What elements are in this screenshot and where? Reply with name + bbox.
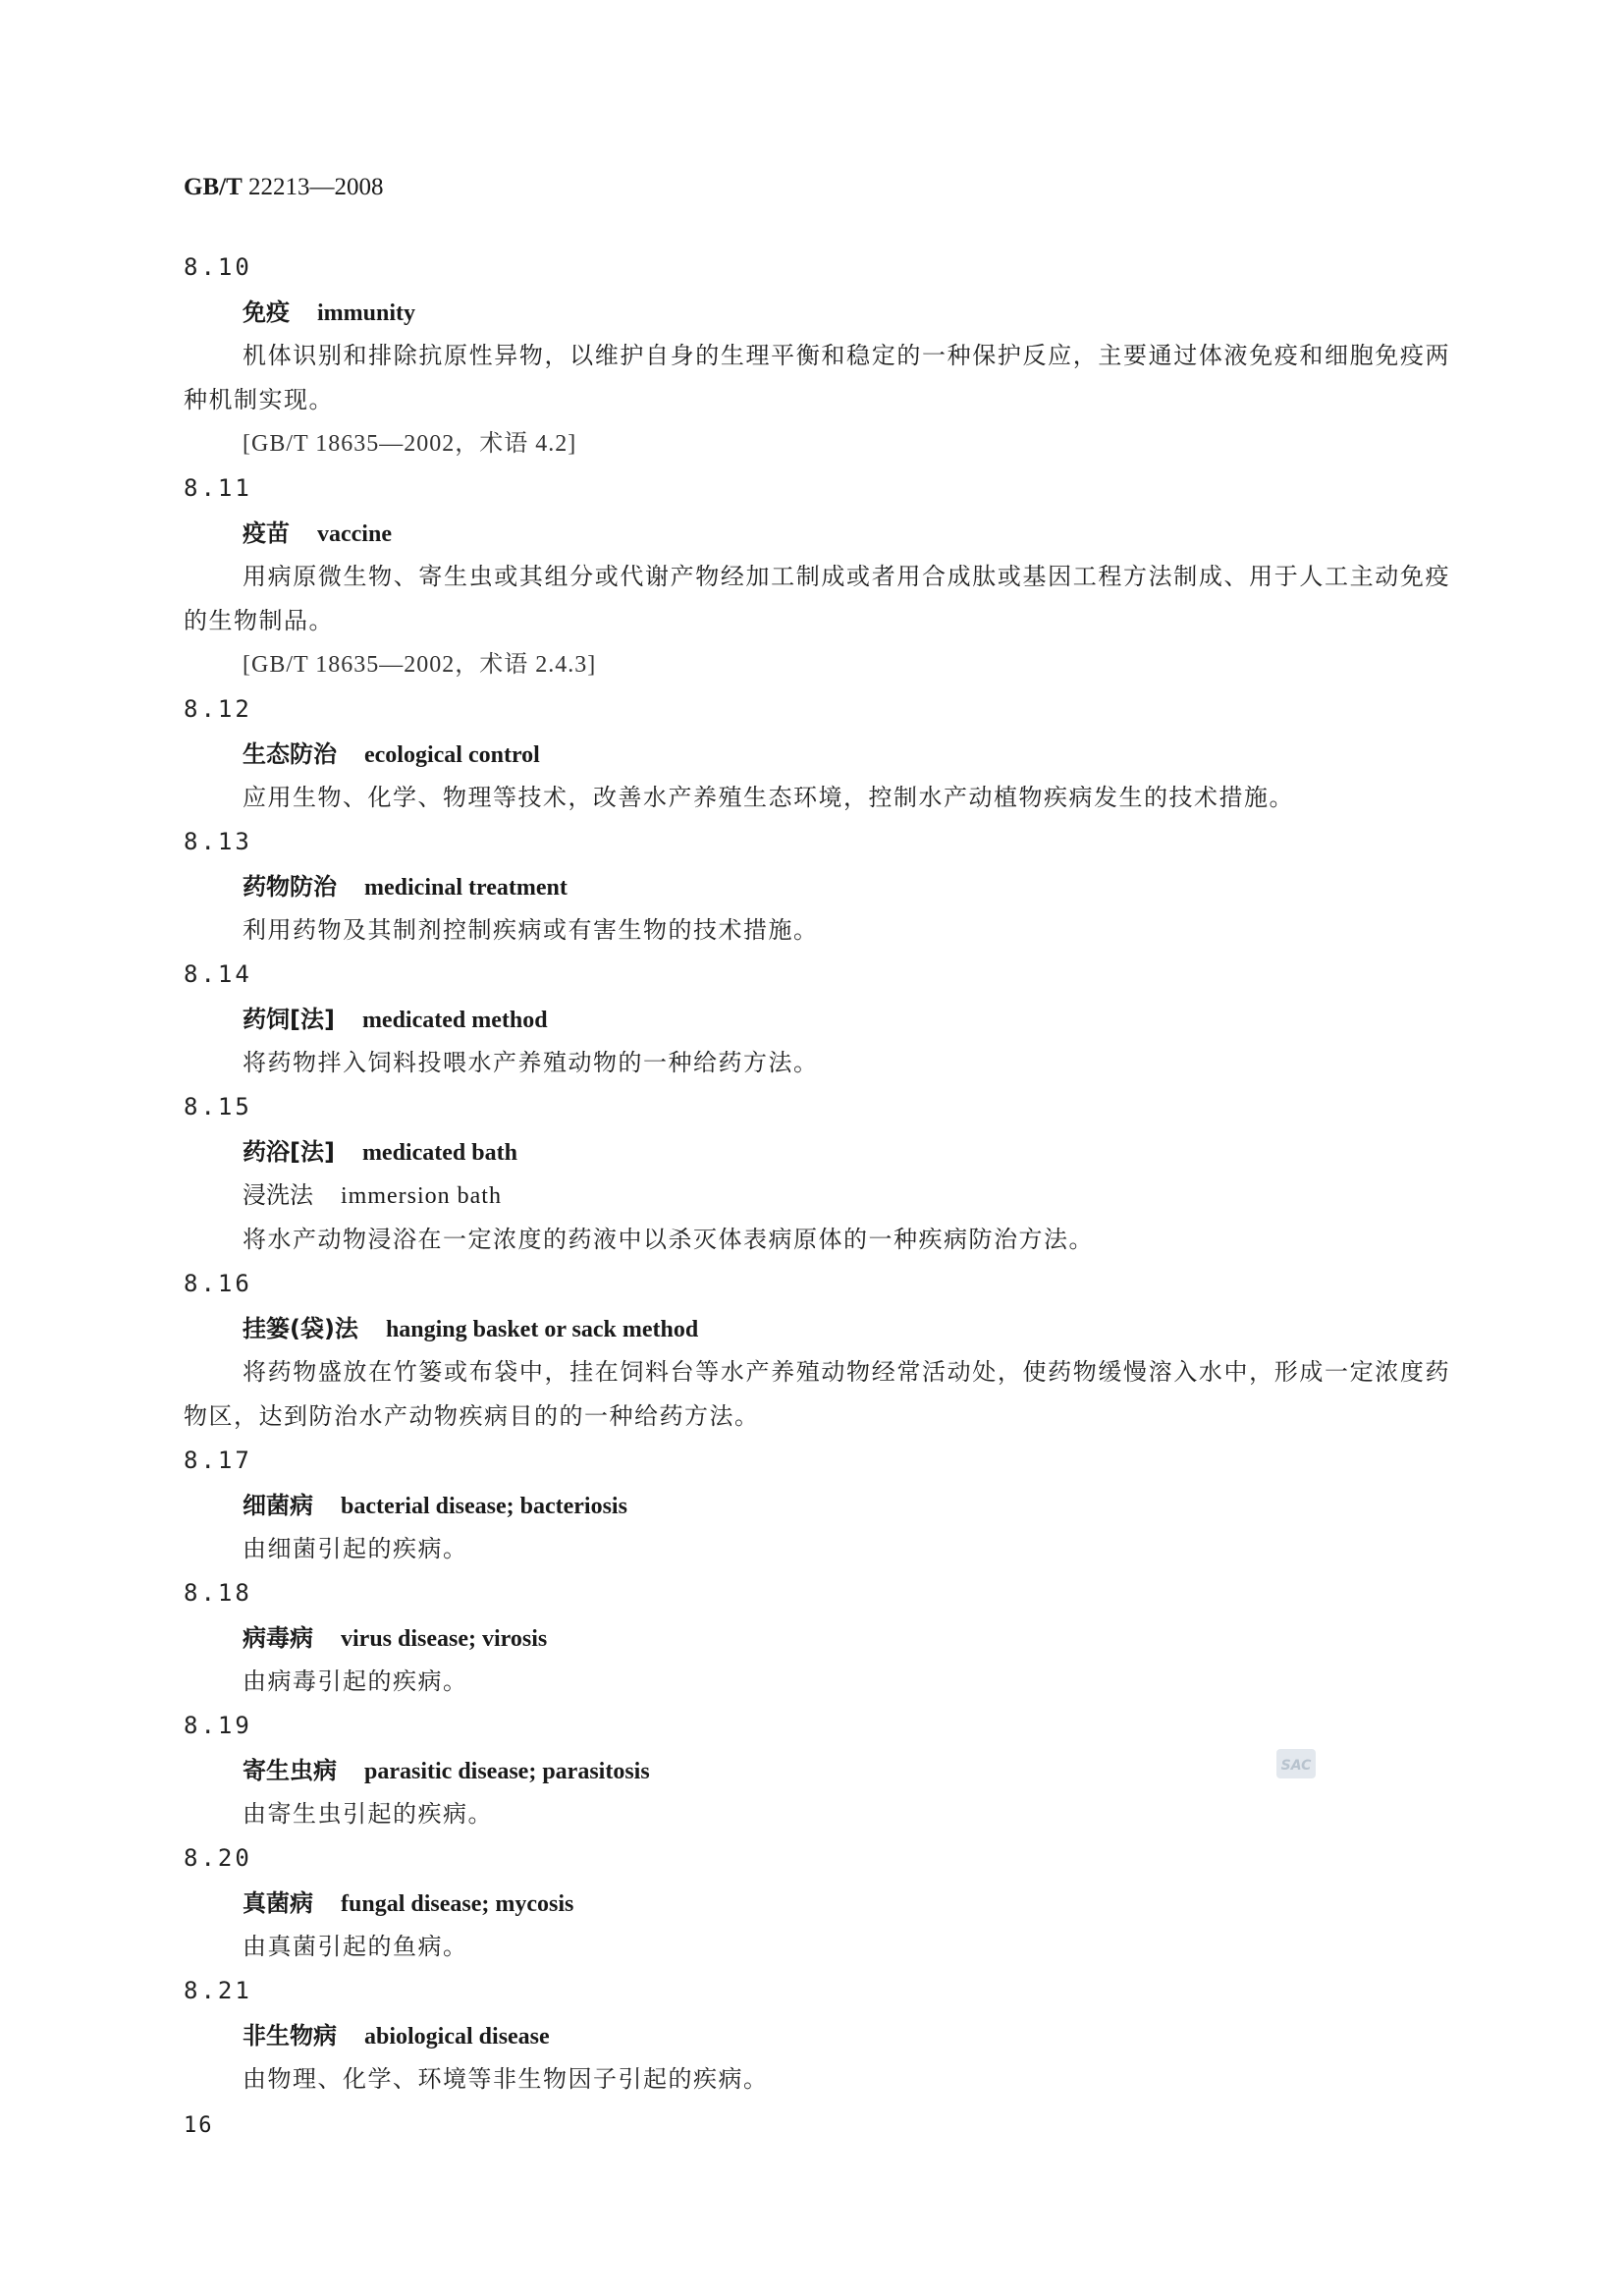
term-heading — [184, 1129, 1450, 1174]
term-entry — [184, 1704, 1450, 1836]
term-number: 8.14 — [184, 960, 252, 988]
term-number: 8.17 — [184, 1447, 252, 1474]
term-chinese: 寄生虫病 — [243, 1757, 337, 1784]
term-english: vaccine — [317, 521, 392, 547]
term-number: 8.20 — [184, 1844, 252, 1872]
term-heading — [184, 997, 1450, 1041]
term-chinese: 药浴[法] — [243, 1138, 335, 1166]
term-chinese: 免疫 — [243, 299, 290, 326]
term-definition: 由病毒引起的疾病。 — [243, 1667, 468, 1695]
term-number: 8.19 — [184, 1712, 252, 1739]
term-entry — [184, 1439, 1450, 1571]
term-heading — [184, 1615, 1450, 1660]
term-heading — [184, 1881, 1450, 1925]
term-number: 8.16 — [184, 1270, 252, 1297]
term-number: 8.10 — [184, 253, 252, 281]
term-heading — [184, 1748, 1450, 1792]
page-number: 16 — [184, 2113, 214, 2138]
term-english: parasitic disease; parasitosis — [364, 1759, 650, 1784]
term-definition: 由寄生虫引起的疾病。 — [243, 1800, 493, 1828]
term-definition: 将药物拌入饲料投喂水产养殖动物的一种给药方法。 — [243, 1049, 819, 1076]
term-definition: 机体识别和排除抗原性异物，以维护自身的生理平衡和稳定的一种保护反应，主要通过体液免疫和细胞免疫两种机制实现。 — [184, 342, 1450, 413]
term-heading — [184, 511, 1450, 555]
term-entry — [184, 246, 1450, 466]
term-entry — [184, 1836, 1450, 1969]
term-heading — [184, 2013, 1450, 2057]
term-definition: 由真菌引起的鱼病。 — [243, 1933, 468, 1960]
term-definition: 利用药物及其制剂控制疾病或有害生物的技术措施。 — [243, 916, 819, 944]
term-english: medicated bath — [361, 1140, 517, 1166]
term-definition: 将药物盛放在竹篓或布袋中，挂在饲料台等水产养殖动物经常活动处，使药物缓慢溶入水中，形成一定浓度药物区，达到防治水产动物疾病目的的一种给药方法。 — [184, 1358, 1450, 1430]
term-definition: 应用生物、化学、物理等技术，改善水产养殖生态环境，控制水产动植物疾病发生的技术措施。 — [243, 784, 1294, 811]
standard-code — [184, 174, 384, 201]
term-entry — [184, 1571, 1450, 1704]
watermark-text: SAC — [1280, 1758, 1312, 1774]
term-number: 8.13 — [184, 828, 252, 855]
term-english: bacterial disease; bacteriosis — [341, 1494, 627, 1519]
term-english: medicated method — [361, 1008, 548, 1033]
term-entry — [184, 1969, 1450, 2102]
term-entry — [184, 466, 1450, 687]
term-entry — [184, 1262, 1450, 1439]
term-chinese: 真菌病 — [243, 1889, 313, 1917]
term-definition: 由物理、化学、环境等非生物因子引起的疾病。 — [243, 2065, 769, 2093]
term-english: immunity — [317, 301, 416, 326]
term-english: medicinal treatment — [364, 875, 568, 901]
term-english: ecological control — [364, 742, 540, 768]
term-chinese: 挂篓(袋)法 — [243, 1315, 358, 1342]
term-heading — [184, 1306, 1450, 1350]
term-chinese: 细菌病 — [243, 1492, 313, 1519]
term-definition: 将水产动物浸浴在一定浓度的药液中以杀灭体表病原体的一种疾病防治方法。 — [243, 1226, 1094, 1253]
term-english: virus disease; virosis — [341, 1626, 548, 1652]
term-source-reference: [GB/T 18635—2002，术语 4.2] — [243, 431, 577, 457]
term-synonym — [184, 1174, 1450, 1218]
term-heading — [184, 732, 1450, 776]
term-entry — [184, 820, 1450, 953]
term-entry — [184, 687, 1450, 820]
term-heading — [184, 290, 1450, 334]
term-chinese: 病毒病 — [243, 1624, 313, 1652]
term-english: fungal disease; mycosis — [341, 1891, 574, 1917]
term-heading — [184, 1483, 1450, 1527]
term-chinese: 生态防治 — [243, 740, 337, 768]
term-heading — [184, 864, 1450, 908]
synonym-chinese: 浸洗法 — [243, 1181, 313, 1209]
term-english: abiological disease — [364, 2024, 550, 2050]
term-english: hanging basket or sack method — [385, 1317, 699, 1342]
term-chinese: 非生物病 — [243, 2022, 337, 2050]
term-number: 8.15 — [184, 1093, 252, 1121]
term-number: 8.11 — [184, 474, 252, 502]
term-number: 8.12 — [184, 695, 252, 723]
term-chinese: 药饲[法] — [243, 1006, 335, 1033]
term-source-reference: [GB/T 18635—2002，术语 2.4.3] — [243, 652, 597, 678]
term-definition: 用病原微生物、寄生虫或其组分或代谢产物经加工制成或者用合成肽或基因工程方法制成、用于人工主动免疫的生物制品。 — [184, 563, 1450, 634]
term-entry — [184, 953, 1450, 1085]
term-number: 8.18 — [184, 1579, 252, 1607]
term-number: 8.21 — [184, 1977, 252, 2004]
term-chinese: 疫苗 — [243, 519, 290, 547]
term-entry — [184, 1085, 1450, 1262]
standard-number: 22213—2008 — [248, 174, 384, 200]
term-chinese: 药物防治 — [243, 873, 337, 901]
sac-watermark-logo — [1274, 1745, 1318, 1782]
term-definition: 由细菌引起的疾病。 — [243, 1535, 468, 1562]
synonym-english: immersion bath — [341, 1183, 502, 1209]
standard-prefix: GB/T — [184, 174, 243, 200]
term-list — [184, 246, 1450, 2102]
